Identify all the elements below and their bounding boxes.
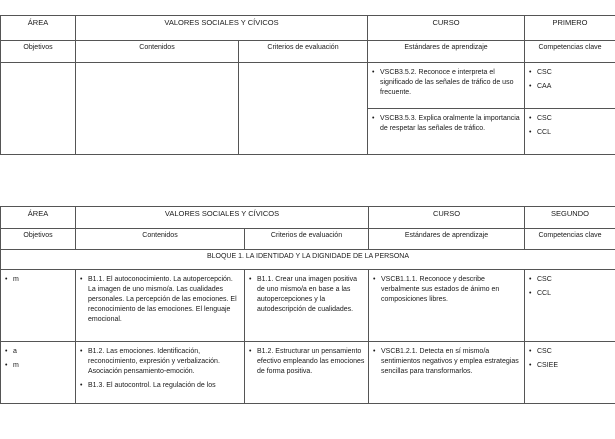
level-header: PRIMERO	[525, 16, 615, 41]
contenidos-cell	[76, 63, 239, 155]
list-item: • B1.1. El autoconocimiento. La autopercepción. La imagen de uno mismo/a. Las cualidades personales. La percepción de las emociones. El reconocimiento de las emociones. El lenguaje emocional.	[88, 275, 241, 325]
level-header: SEGUNDO	[525, 207, 615, 229]
list-item: • a	[13, 347, 72, 357]
competencias-cell	[525, 270, 615, 342]
list-item: • VSCB3.5.2. Reconoce e interpreta el significado de las señales de tráfico de uso frecuente.	[380, 68, 521, 98]
column-header-contenidos: Contenidos	[76, 41, 239, 63]
list-item: • VSCB1.1.1. Reconoce y describe verbalmente sus estados de ánimo en composiciones libres.	[381, 275, 521, 305]
contenidos-cell	[76, 342, 245, 404]
column-header-objetivos: Objetivos	[1, 41, 76, 63]
column-header-estandares: Estándares de aprendizaje	[368, 41, 525, 63]
column-header-objetivos: Objetivos	[1, 229, 76, 250]
column-header-criterios: Criterios de evaluación	[245, 229, 369, 250]
estandares-cell	[368, 109, 525, 155]
list-item: • VSCB3.5.3. Explica oralmente la importancia de respetar las señales de tráfico.	[380, 114, 521, 134]
competencias-cell	[525, 109, 615, 155]
list-item: • m	[13, 275, 72, 285]
objetivos-cell	[1, 270, 76, 342]
curso-header: CURSO	[368, 16, 525, 41]
contenidos-cell	[76, 270, 245, 342]
objetivos-cell	[1, 342, 76, 404]
column-header-contenidos: Contenidos	[76, 229, 245, 250]
column-header-criterios: Criterios de evaluación	[239, 41, 368, 63]
competencias-cell	[525, 63, 615, 109]
criterios-cell	[245, 270, 369, 342]
list-item: • m	[13, 361, 72, 371]
list-item: • B1.3. El autocontrol. La regulación de los	[88, 381, 241, 391]
area-header: ÁREA	[1, 207, 76, 229]
table-row	[1, 63, 615, 109]
estandares-cell	[369, 270, 525, 342]
criterios-cell	[239, 63, 368, 155]
subject-title: VALORES SOCIALES Y CÍVICOS	[76, 16, 368, 41]
estandares-cell	[368, 63, 525, 109]
list-item: • B1.1. Crear una imagen positiva de uno mismo/a en base a las autopercepciones y la autodescripción de cualidades.	[257, 275, 365, 315]
list-item: • B1.2. Estructurar un pensamiento efectivo empleando las emociones de forma positiva.	[257, 347, 365, 377]
column-header-estandares: Estándares de aprendizaje	[369, 229, 525, 250]
list-item: • CSIEE	[537, 361, 612, 371]
criterios-cell	[245, 342, 369, 404]
table-row	[1, 270, 615, 342]
column-header-competencias: Competencias clave	[525, 41, 615, 63]
list-item: • CSC	[537, 347, 612, 357]
list-item: • CCL	[537, 289, 612, 299]
curriculum-table-primero	[0, 15, 615, 155]
objetivos-cell	[1, 63, 76, 155]
estandares-cell	[369, 342, 525, 404]
list-item: • CSC	[537, 68, 612, 78]
list-item: • CSC	[537, 275, 612, 285]
competencias-cell	[525, 342, 615, 404]
list-item: • CAA	[537, 82, 612, 92]
list-item: • VSCB1.2.1. Detecta en sí mismo/a sentimientos negativos y emplea estrategias sencillas para transformarlos.	[381, 347, 521, 377]
curso-header: CURSO	[369, 207, 525, 229]
area-header: ÁREA	[1, 16, 76, 41]
subject-title: VALORES SOCIALES Y CÍVICOS	[76, 207, 369, 229]
column-header-competencias: Competencias clave	[525, 229, 615, 250]
list-item: • B1.2. Las emociones. Identificación, reconocimiento, expresión y verbalización. Asociación pensamiento-emoción.	[88, 347, 241, 377]
curriculum-table-segundo	[0, 206, 615, 404]
list-item: • CCL	[537, 128, 612, 138]
table-row	[1, 342, 615, 404]
block-title: BLOQUE 1. LA IDENTIDAD Y LA DIGNIDADE DE LA PERSONA	[1, 250, 615, 270]
list-item: • CSC	[537, 114, 612, 124]
